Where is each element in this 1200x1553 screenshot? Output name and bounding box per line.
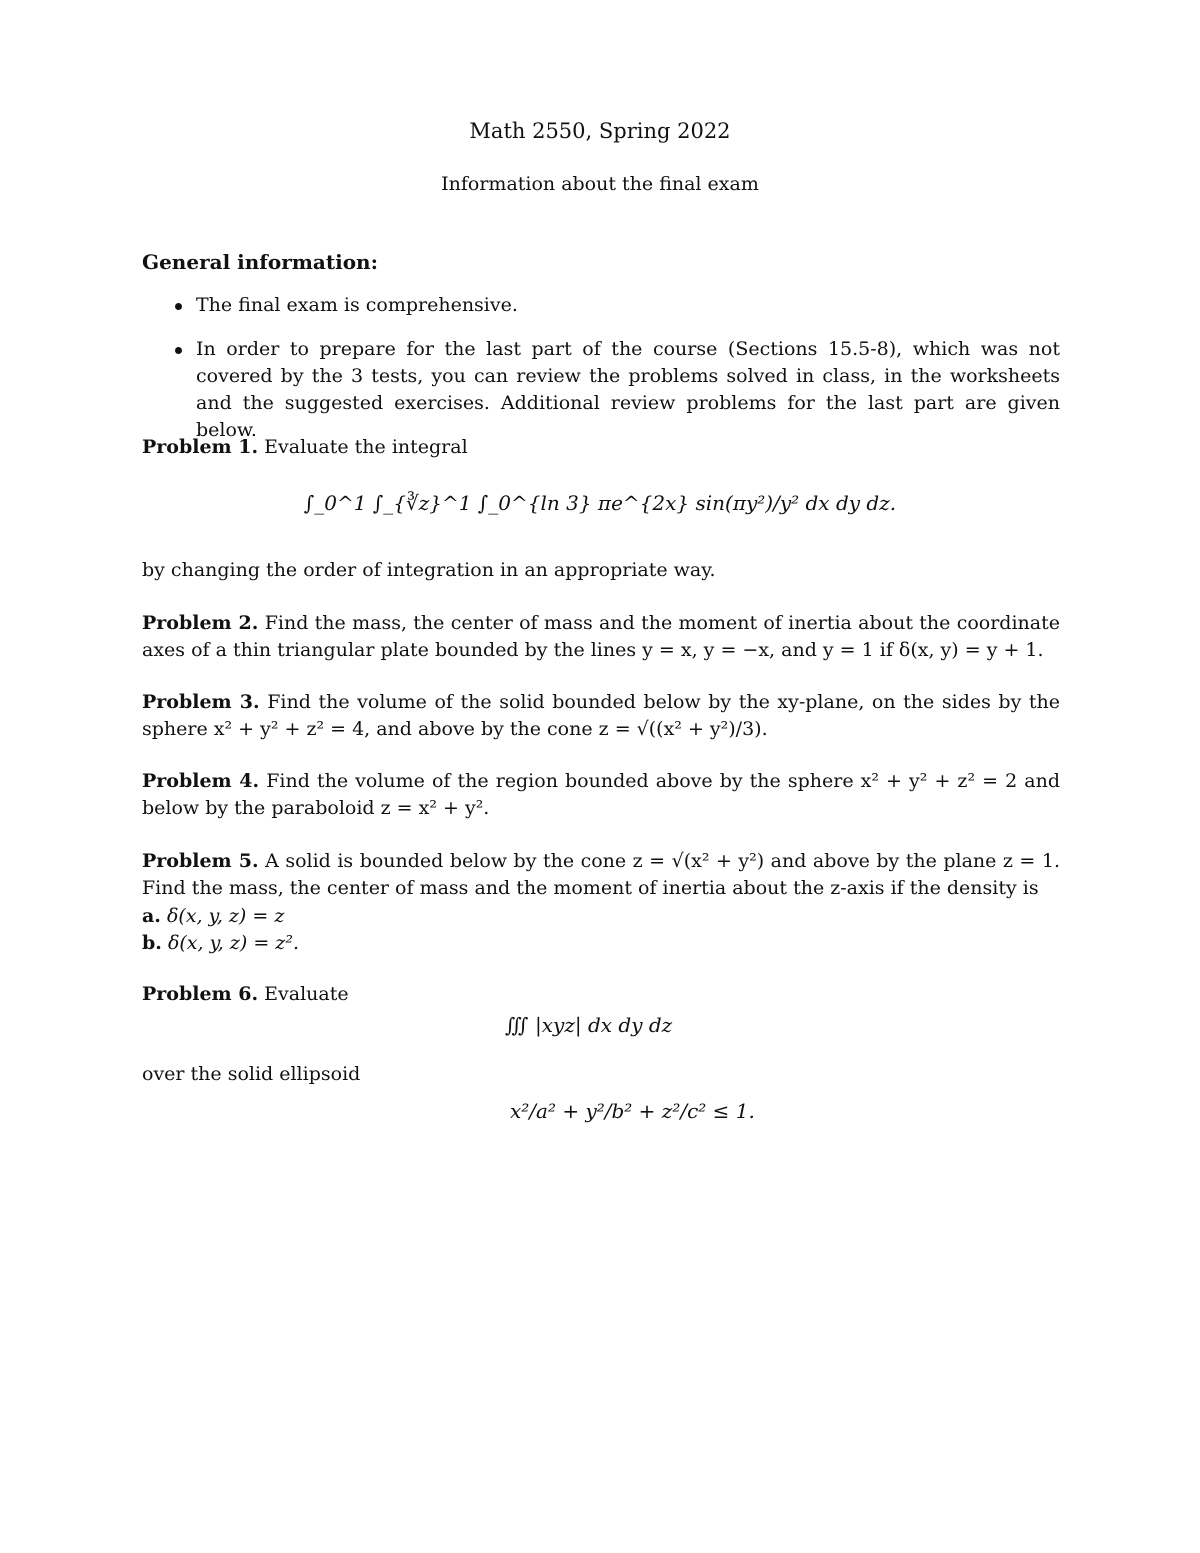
problem-text: Find the volume of the region bounded above by the sphere x² + y² + z² = 2 and below by the paraboloid z = x² + y². xyxy=(142,770,1061,819)
problem-6-followup: over the solid ellipsoid xyxy=(142,1063,361,1085)
part-text: δ(x, y, z) = z². xyxy=(167,932,299,954)
document-title: Math 2550, Spring 2022 xyxy=(469,119,731,143)
problem-6-ellipsoid-equation: x²/a² + y²/b² + z²/c² ≤ 1. xyxy=(510,1099,755,1123)
problem-4 xyxy=(142,768,1060,822)
problem-label: Problem 3. xyxy=(142,691,260,713)
problem-6-equation: ∭ |xyz| dx dy dz xyxy=(505,1013,673,1037)
problem-label: Problem 6. xyxy=(142,983,259,1005)
part-label: a. xyxy=(142,905,161,927)
problem-1-followup: by changing the order of integration in an appropriate way. xyxy=(142,559,716,581)
part-label: b. xyxy=(142,932,162,954)
general-info-heading: General information: xyxy=(142,250,378,274)
problem-label: Problem 5. xyxy=(142,850,259,872)
problem-2 xyxy=(142,610,1060,664)
problem-5-part-a xyxy=(142,903,1060,930)
problem-5 xyxy=(142,848,1060,902)
list-item xyxy=(142,292,1060,319)
problem-text: Find the volume of the solid bounded below by the xy-plane, on the sides by the sphere x² + y² + z² = 4, and above by the cone z = √((x² + y²)/3). xyxy=(142,691,1060,740)
problem-text: A solid is bounded below by the cone z = √(x² + y²) and above by the plane z = 1. Find the mass, the center of mass and the moment of inertia about the z-axis if the density is xyxy=(142,850,1060,899)
problem-label: Problem 2. xyxy=(142,612,259,634)
problem-text: Find the mass, the center of mass and the moment of inertia about the coordinate axes of a thin triangular plate bounded by the lines y = x, y = −x, and y = 1 if δ(x, y) = y + 1. xyxy=(142,612,1060,661)
problem-6 xyxy=(142,981,1060,1008)
document-subtitle: Information about the final exam xyxy=(441,173,759,195)
problem-text: Evaluate the integral xyxy=(264,436,468,458)
problem-label: Problem 1. xyxy=(142,436,259,458)
bullet-text: The final exam is comprehensive. xyxy=(196,294,518,316)
list-item xyxy=(142,336,1060,444)
part-text: δ(x, y, z) = z xyxy=(166,905,285,927)
problem-5-part-b xyxy=(142,930,1060,957)
problem-1 xyxy=(142,434,1060,461)
bullet-text: In order to prepare for the last part of the course (Sections 15.5-8), which was not covered by the 3 tests, you can review the problems solved in class, in the worksheets and the suggested exercises. Additional review problems for the last part are given below. xyxy=(196,338,1060,441)
problem-1-equation: ∫_0^1 ∫_{∛z}^1 ∫_0^{ln 3} πe^{2x} sin(πy²)/y² dx dy dz. xyxy=(303,491,897,515)
problem-3 xyxy=(142,689,1060,743)
problem-text: Evaluate xyxy=(264,983,349,1005)
bullet-icon xyxy=(175,347,182,354)
bullet-icon xyxy=(175,303,182,310)
problem-label: Problem 4. xyxy=(142,770,260,792)
